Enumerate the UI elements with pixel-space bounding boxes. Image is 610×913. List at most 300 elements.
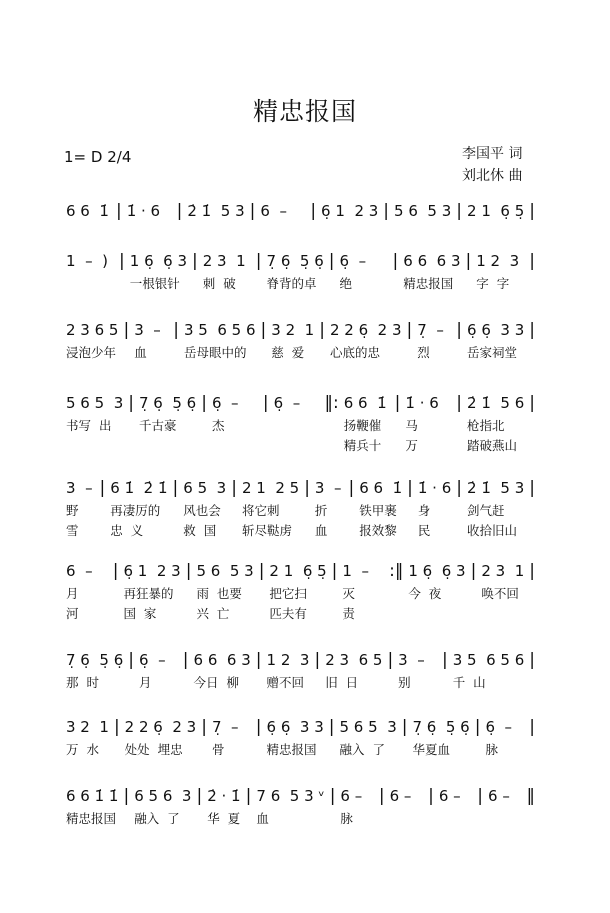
measure-notes: 1 – ) xyxy=(66,252,108,270)
lyric-text: 血 xyxy=(314,523,328,538)
lyric-text: 踏破燕山 xyxy=(467,438,518,453)
measure xyxy=(62,560,112,622)
lyric-text xyxy=(488,811,521,827)
measure-notes: 6̣ – xyxy=(485,718,513,736)
barline: | xyxy=(310,201,317,221)
measure xyxy=(62,319,122,361)
lyric-text: 折 xyxy=(314,503,328,518)
staff-line xyxy=(62,716,536,758)
measure-notes: 6 6 1̇ 1̇ xyxy=(66,787,119,805)
barline: | xyxy=(407,478,413,498)
measure xyxy=(399,250,464,292)
measure-notes: 6 5 3 xyxy=(183,479,227,497)
measure xyxy=(263,716,328,758)
barline: | xyxy=(401,717,408,737)
lyric-text: 万 xyxy=(405,438,418,453)
measure-notes: 2 3 6 5 xyxy=(325,651,383,669)
measure-notes: 6 – xyxy=(389,787,412,805)
barline: | xyxy=(392,251,399,271)
measure-notes: 2 3 1 xyxy=(202,252,246,270)
staff-line xyxy=(62,200,536,242)
measure xyxy=(192,560,257,622)
measure xyxy=(484,785,525,827)
barline: :‖ xyxy=(389,561,404,581)
measure xyxy=(472,250,528,292)
measure-notes: 6 6 6 3 xyxy=(403,252,461,270)
lyric-text xyxy=(187,226,244,242)
lyric-text: 民 xyxy=(417,523,431,538)
barline: | xyxy=(470,561,477,581)
key-signature xyxy=(64,148,131,166)
lyric-text xyxy=(127,226,172,242)
lyric-text: 今日 柳 xyxy=(193,675,239,690)
measure xyxy=(130,319,172,361)
barline: ‖: xyxy=(324,393,339,413)
lyric-text: 扬鞭催 xyxy=(343,418,382,433)
measures-row xyxy=(62,250,536,292)
lyric-text xyxy=(481,606,524,622)
barline: | xyxy=(329,786,336,806)
measure-notes: 6 5 6 3 xyxy=(134,787,192,805)
key-label: 1= D xyxy=(64,148,103,166)
measure-notes: 7̣ – xyxy=(211,718,239,736)
lyric-text: 报效黎 xyxy=(359,523,397,538)
measure-notes: 7̣ 6̣ 5̣ 6̣ xyxy=(266,252,324,270)
barline: | xyxy=(112,561,119,581)
measure-notes: 5 6 5 3 xyxy=(66,394,124,412)
lyric-text: 铁甲裹 xyxy=(359,503,397,518)
measure xyxy=(394,649,441,691)
measure-notes: 1̇ · 6 xyxy=(405,394,439,412)
lyric-text: 精忠报国 xyxy=(266,742,317,757)
lyric-text: 千 山 xyxy=(452,675,486,690)
lyric-text: 融入 了 xyxy=(134,811,180,826)
measures-row xyxy=(62,560,536,622)
measure-notes: 3 5 6 5 6 xyxy=(183,321,256,339)
measure xyxy=(62,716,113,758)
measure xyxy=(401,392,455,454)
measure xyxy=(270,392,324,454)
measure xyxy=(481,716,528,758)
measure-notes: 1 6̣ 6̣ 3 xyxy=(129,252,188,270)
measure-notes: 2 3 1 xyxy=(481,562,525,580)
measure-notes: 3 – xyxy=(398,651,425,669)
barline: | xyxy=(428,786,434,806)
measure xyxy=(123,200,176,242)
measure xyxy=(267,319,318,361)
measure-notes: 7̣ 6̣ 5̣ 6̣ xyxy=(138,394,197,412)
measure-notes: 3 – xyxy=(66,479,93,497)
measure xyxy=(119,560,184,622)
measure xyxy=(340,392,394,454)
lyric-text: 烈 xyxy=(417,345,430,360)
barline: | xyxy=(192,251,198,271)
measure xyxy=(190,649,255,691)
barline: | xyxy=(128,650,134,670)
measure-notes: 1 2 3 xyxy=(266,651,310,669)
lyric-text: 再凄厉的 xyxy=(110,503,161,518)
staff-line xyxy=(62,785,536,827)
lyric-text: 再狂暴的 xyxy=(123,586,174,601)
measure-notes: 6 1̇ 2̇ 1̇ xyxy=(110,479,168,497)
measure-notes: 6 – xyxy=(260,202,287,220)
lyric-text: 精兵十 xyxy=(343,438,382,453)
lyric-text: 身 xyxy=(417,503,431,518)
measure xyxy=(256,200,309,242)
measure xyxy=(355,477,406,539)
lyric-text: 责 xyxy=(342,606,355,621)
measure xyxy=(390,200,455,242)
barline: | xyxy=(529,650,536,670)
lyric-text xyxy=(439,811,472,827)
measure xyxy=(263,250,328,292)
measure-notes: 3 5 6 5 6 xyxy=(452,651,525,669)
measure xyxy=(208,392,262,454)
lyric-text: 雨 也要 xyxy=(196,586,242,601)
lyric-text: 岳家祠堂 xyxy=(467,345,518,360)
measures-row xyxy=(62,785,536,827)
measure-notes: 6̣ – xyxy=(273,394,301,412)
lyric-text: 精忠报国 xyxy=(403,276,454,291)
barline: | xyxy=(348,478,355,498)
barline: | xyxy=(387,650,394,670)
measures-row xyxy=(62,200,536,242)
measure-notes: 2 2 6̣ 2 3 xyxy=(124,718,197,736)
measure xyxy=(62,250,118,292)
measure xyxy=(386,785,427,827)
barline: | xyxy=(201,393,207,413)
measure xyxy=(408,716,473,758)
lyric-text: 今 夜 xyxy=(408,586,442,601)
lyric-text: 融入 了 xyxy=(339,742,385,757)
lyric-text xyxy=(274,418,320,434)
measure-notes: 6̣ – xyxy=(339,252,367,270)
measure xyxy=(62,477,99,539)
measures-row xyxy=(62,392,536,454)
measure-notes: 6 – xyxy=(66,562,93,580)
measure xyxy=(208,716,255,758)
measure xyxy=(463,319,528,361)
measure xyxy=(336,716,401,758)
barline: | xyxy=(406,320,413,340)
measure xyxy=(252,785,328,827)
barline: | xyxy=(99,478,106,498)
barline: | xyxy=(262,393,269,413)
barline: | xyxy=(182,650,189,670)
measure xyxy=(338,560,388,622)
measure-notes: 3 2 1 xyxy=(66,718,109,736)
barline: | xyxy=(465,251,472,271)
lyric-text: 华 夏 xyxy=(207,811,241,826)
lyric-text: 河 xyxy=(66,606,79,621)
barline: | xyxy=(249,201,256,221)
measure-notes: 6̣ 6̣ 3 3 xyxy=(266,718,324,736)
lyric-text: 精忠报国 xyxy=(66,811,117,826)
measure xyxy=(326,319,406,361)
measure xyxy=(126,250,191,292)
staff-line xyxy=(62,392,536,454)
barline: | xyxy=(456,320,463,340)
barline: | xyxy=(115,201,122,221)
measure-notes: 6̣ – xyxy=(211,394,239,412)
barline: | xyxy=(255,717,262,737)
measure xyxy=(404,560,469,622)
barline: | xyxy=(128,393,134,413)
measure xyxy=(463,392,528,454)
staff-line xyxy=(62,319,536,361)
measure xyxy=(135,649,182,691)
barline: | xyxy=(245,786,252,806)
measure xyxy=(463,200,528,242)
lyric-text: 将它刺 xyxy=(241,503,280,518)
measure-notes: 5 6 5 3 xyxy=(394,202,452,220)
barline: | xyxy=(176,201,183,221)
measure xyxy=(183,200,248,242)
lyric-text: 雪 xyxy=(66,523,79,538)
lyric-text: 脉 xyxy=(340,811,353,826)
composer: 刘北休 曲 xyxy=(462,168,523,184)
measure-notes: 2 3 6 5 xyxy=(66,321,119,339)
lyric-text: 处处 埋忠 xyxy=(124,742,183,757)
measure-notes: 6̣ – xyxy=(138,651,166,669)
lyricist: 李国平 词 xyxy=(462,146,523,162)
credits xyxy=(462,143,522,187)
lyric-text xyxy=(66,226,111,242)
measure-notes: 2̇ 1̇ 5 6 xyxy=(467,394,525,412)
barline: | xyxy=(456,201,463,221)
measure-notes: 7̣ 6̣ 5̣ 6̣ xyxy=(66,651,124,669)
measure xyxy=(321,649,386,691)
measure-notes: 5 6 5 3 xyxy=(339,718,397,736)
measure-notes: 6 6 1̇ xyxy=(343,394,387,412)
measure-notes: 6 6 6 3 xyxy=(193,651,251,669)
barline: | xyxy=(529,320,535,340)
measure-notes: 2̇ · 1̇ xyxy=(207,787,241,805)
barline: | xyxy=(328,251,335,271)
lyric-text xyxy=(212,438,258,454)
lyric-text xyxy=(390,811,423,827)
barline: | xyxy=(255,650,262,670)
lyric-text: 匹夫有 xyxy=(269,606,307,621)
lyric-text: 别 xyxy=(398,675,411,690)
lyric-text: 岳母眼中的 xyxy=(183,345,247,360)
lyric-text: 国 家 xyxy=(123,606,157,621)
barline: | xyxy=(231,478,237,498)
time-signature: 2/4 xyxy=(107,148,132,166)
measure xyxy=(263,649,314,691)
measure xyxy=(311,477,348,539)
lyric-text xyxy=(139,438,196,454)
lyric-text: 旧 日 xyxy=(325,675,359,690)
lyric-text: 救 国 xyxy=(183,523,217,538)
measure-notes: 6̣ 1 2 3 xyxy=(321,202,379,220)
lyric-text: 血 xyxy=(256,811,269,826)
measures-row xyxy=(62,477,536,539)
barline: | xyxy=(529,478,535,498)
barline: | xyxy=(201,717,207,737)
barline: ‖ xyxy=(526,786,535,806)
measure xyxy=(203,785,244,827)
measure-notes: 2 2 6̣ 2 3 xyxy=(329,321,402,339)
lyric-text: 忠 义 xyxy=(110,523,144,538)
barline: | xyxy=(328,717,335,737)
barline: | xyxy=(441,650,448,670)
staff-line xyxy=(62,477,536,539)
lyric-text xyxy=(274,438,320,454)
barline: | xyxy=(113,717,120,737)
measure xyxy=(121,716,201,758)
measure-notes: 2̇ 1̇ 5 3 xyxy=(187,202,245,220)
measure-notes: 6 – xyxy=(488,787,510,805)
lyric-text: 风也会 xyxy=(183,503,221,518)
lyric-text: 脉 xyxy=(485,742,498,757)
lyric-text: 字 字 xyxy=(476,276,510,291)
measure-notes: 6 – xyxy=(438,787,461,805)
lyric-text: 兴 亡 xyxy=(196,606,230,621)
measure xyxy=(130,785,195,827)
lyric-text: 把它扫 xyxy=(269,586,307,601)
measure-notes: 3 – xyxy=(134,321,161,339)
lyric-text: 血 xyxy=(134,345,147,360)
lyric-text: 绝 xyxy=(339,276,353,291)
lyric-text: 那 时 xyxy=(66,675,99,690)
lyric-text xyxy=(66,438,123,454)
staff-line xyxy=(62,560,536,622)
lyric-text: 万 水 xyxy=(66,742,99,757)
lyric-text xyxy=(66,276,114,292)
barline: | xyxy=(529,251,536,271)
lyric-text: 灭 xyxy=(342,586,355,601)
measures-row xyxy=(62,649,536,691)
measure xyxy=(62,200,115,242)
measure-notes: 7̣ – xyxy=(417,321,444,339)
lyric-text: 枪指北 xyxy=(467,418,505,433)
lyric-text: 一根银针 xyxy=(129,276,180,291)
lyric-text: 野 xyxy=(66,503,79,518)
barline: | xyxy=(319,320,325,340)
measure-notes: 1 – xyxy=(342,562,369,580)
measure xyxy=(336,785,377,827)
lyric-text: 斩尽鞑虏 xyxy=(241,523,292,538)
lyric-text: 唤不回 xyxy=(481,586,519,601)
barline: | xyxy=(173,320,179,340)
measure-notes: 1̇ · 6 xyxy=(126,202,161,220)
measure-notes: 6 6 1̇ xyxy=(359,479,403,497)
staff-line xyxy=(62,649,536,691)
barline: | xyxy=(304,478,310,498)
measure-notes: 6̣ 6̣ 3 3 xyxy=(467,321,525,339)
lyric-text xyxy=(260,226,305,242)
barline: | xyxy=(123,786,130,806)
lyric-text: 杰 xyxy=(211,418,225,433)
measure xyxy=(106,477,171,539)
lyric-text: 月 xyxy=(66,586,79,601)
lyric-text xyxy=(321,226,378,242)
measure-notes: 6 6 1̇ xyxy=(66,202,109,220)
measure xyxy=(336,250,392,292)
measure xyxy=(62,392,127,454)
lyric-text: 收拾旧山 xyxy=(467,523,518,538)
measure xyxy=(62,649,127,691)
barline: | xyxy=(196,786,203,806)
measure xyxy=(414,477,455,539)
barline: | xyxy=(260,320,267,340)
barline: | xyxy=(383,201,390,221)
lyric-text: 马 xyxy=(405,418,418,433)
measure-notes: 6 – xyxy=(340,787,363,805)
barline: | xyxy=(477,786,484,806)
lyric-text: 华夏血 xyxy=(412,742,450,757)
measure xyxy=(435,785,476,827)
lyric-text: 月 xyxy=(138,675,152,690)
measure-notes: 5 6 5 3 xyxy=(196,562,254,580)
barline: | xyxy=(529,393,536,413)
measure xyxy=(265,560,330,622)
measure xyxy=(180,319,260,361)
barline: | xyxy=(456,393,463,413)
lyric-text: 心底的忠 xyxy=(329,345,380,360)
barline: | xyxy=(378,786,385,806)
barline: | xyxy=(331,561,338,581)
measure-notes: 1 2 3 xyxy=(476,252,520,270)
lyric-text: 脊背的卓 xyxy=(266,276,317,291)
measure-notes: 1 6̣ 6̣ 3 xyxy=(408,562,466,580)
barline: | xyxy=(255,251,262,271)
measure-notes: 3 – xyxy=(314,479,342,497)
lyric-text: 书写 出 xyxy=(66,418,112,433)
measure xyxy=(477,560,528,622)
lyric-text: 慈 爱 xyxy=(271,345,305,360)
measure xyxy=(463,477,528,539)
lyric-text xyxy=(408,606,465,622)
measure-notes: 2̇ 1̇ 5 3 xyxy=(467,479,525,497)
lyric-text: 赠不回 xyxy=(266,675,305,690)
measure xyxy=(413,319,455,361)
barline: | xyxy=(529,717,536,737)
measure xyxy=(135,392,200,454)
lyric-text xyxy=(394,226,451,242)
measures-row xyxy=(62,319,536,361)
barline: | xyxy=(119,251,125,271)
lyric-text: 刺 破 xyxy=(202,276,236,291)
lyric-text: 骨 xyxy=(211,742,225,757)
barline: | xyxy=(258,561,265,581)
lyric-text: 剑气赶 xyxy=(467,503,505,518)
measure xyxy=(317,200,382,242)
measure-notes: 6̣ 1 2 3 xyxy=(123,562,181,580)
barline: | xyxy=(123,320,130,340)
barline: | xyxy=(185,561,192,581)
barline: | xyxy=(456,478,463,498)
lyric-text: 千古豪 xyxy=(138,418,177,433)
measure xyxy=(449,649,529,691)
barline: | xyxy=(474,717,481,737)
song-title: 精忠报国 xyxy=(252,97,357,126)
measure xyxy=(62,785,122,827)
measure xyxy=(179,477,230,539)
measure-notes: 3 2 1 xyxy=(271,321,315,339)
measure-notes: 2 1 2 5 xyxy=(241,479,300,497)
lyric-text: 浸泡少年 xyxy=(66,345,117,360)
measure xyxy=(238,477,303,539)
staff-line xyxy=(62,250,536,292)
measure-notes: 7̣ 6̣ 5̣ 6̣ xyxy=(412,718,470,736)
measure xyxy=(199,250,255,292)
barline: | xyxy=(529,561,536,581)
barline: | xyxy=(394,393,401,413)
measure-notes: 7 6 5 3 ᵛ xyxy=(256,787,325,805)
measure-notes: 2 1 6̣ 5̣ xyxy=(269,562,327,580)
